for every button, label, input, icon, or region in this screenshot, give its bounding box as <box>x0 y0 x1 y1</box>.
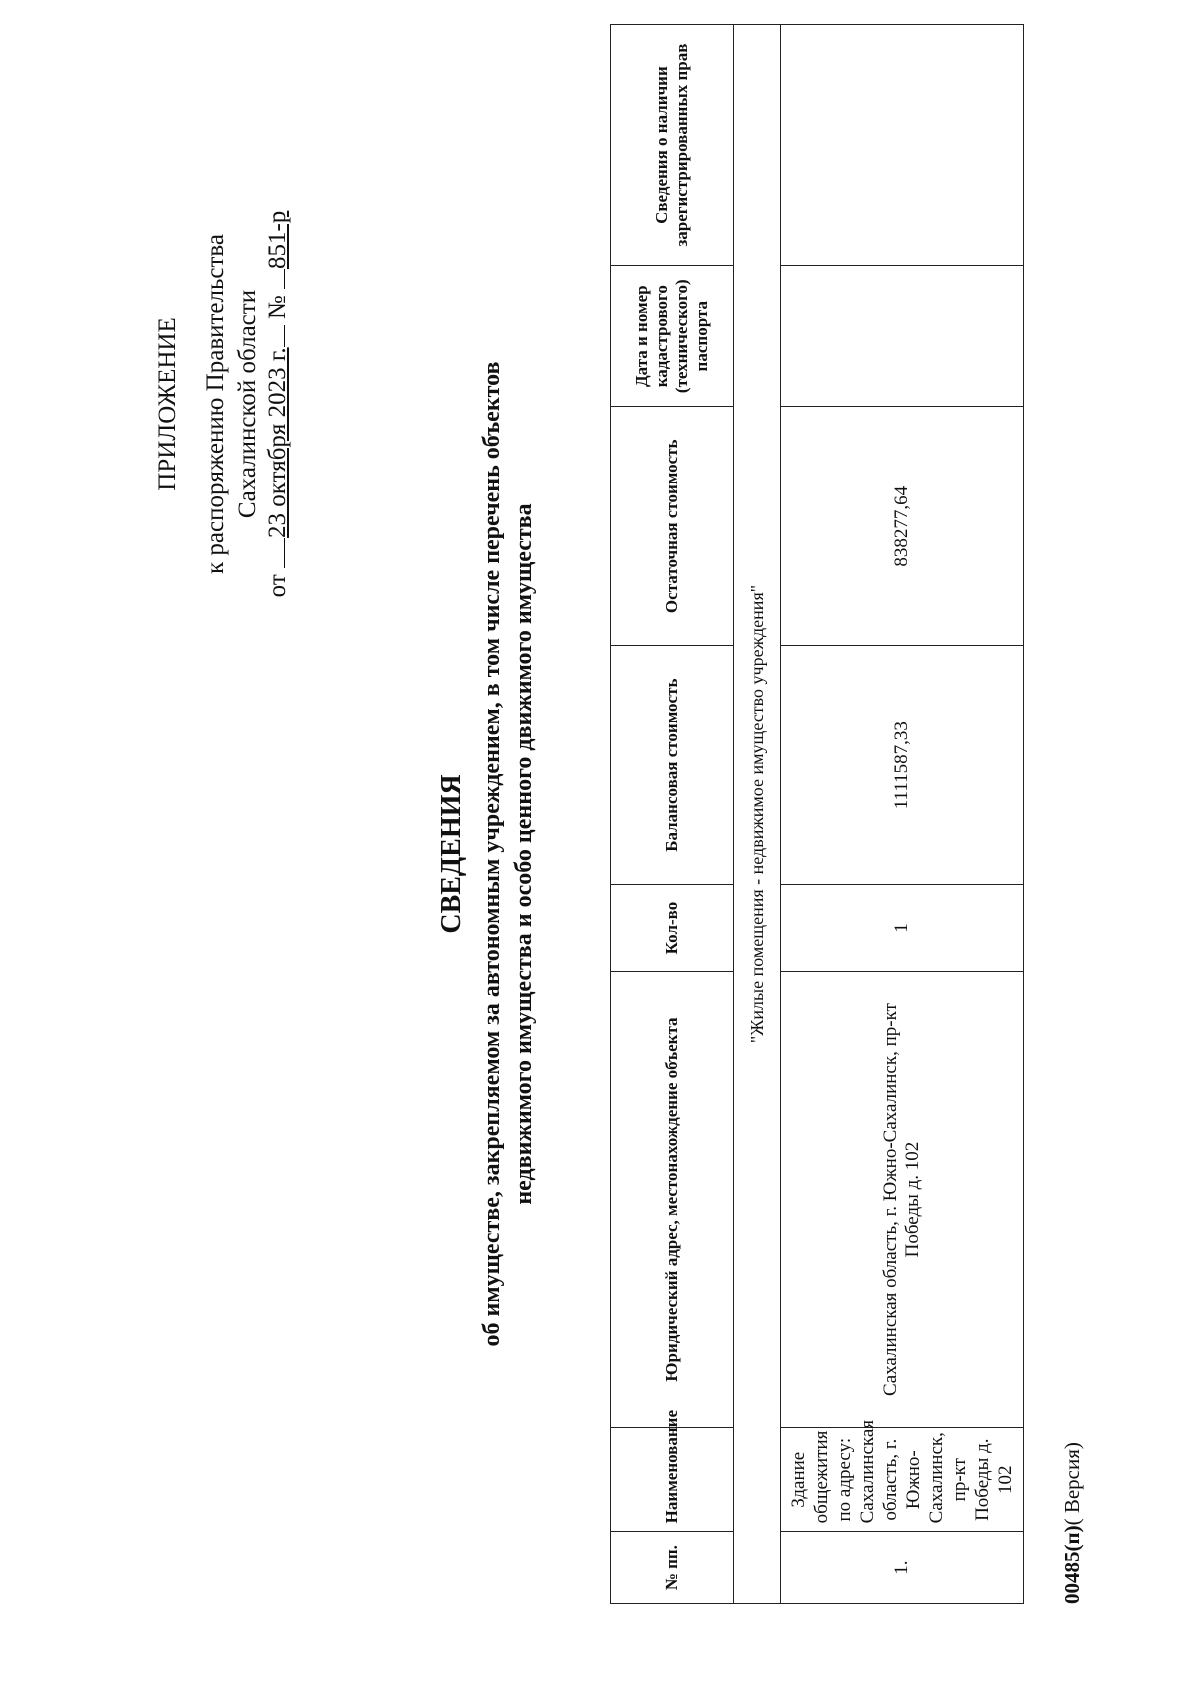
section-label: "Жилые помещения - недвижимое имущество учреждения" <box>734 25 781 1604</box>
appendix-date: 23 октября 2023 г. <box>264 347 291 538</box>
table-section-row <box>734 25 781 1604</box>
column-header-rights: Сведения о наличии зарегистрированных прав <box>611 25 734 266</box>
document-subtitle-line-2: недвижимого имущества и особо ценного движимого имущества <box>511 503 537 1205</box>
document-subtitle-line-1: об имуществе, закрепляемом за автономным учреждением, в том числе перечень объектов <box>479 361 505 1347</box>
footer-version: ( Версия) <box>1060 1442 1084 1526</box>
appendix-number-sign: № <box>264 295 291 320</box>
column-header-address: Юридический адрес, местонахождение объекта <box>611 971 734 1427</box>
cell-passport <box>781 266 1024 407</box>
cell-residual-value: 838277,64 <box>781 407 1024 646</box>
cell-number: 1. <box>781 1532 1024 1604</box>
appendix-date-prefix: от <box>264 574 291 598</box>
column-header-residual-value: Остаточная стоимость <box>611 407 734 646</box>
cell-balance-value: 1111587,33 <box>781 646 1024 885</box>
appendix-title: ПРИЛОЖЕНИЕ <box>154 317 181 491</box>
appendix-line-1: к распоряжению Правительства <box>202 234 229 575</box>
document-title: СВЕДЕНИЯ <box>436 774 467 934</box>
column-header-balance-value: Балансовая стоимость <box>611 646 734 885</box>
cell-quantity: 1 <box>781 885 1024 972</box>
column-header-number: № пп. <box>611 1532 734 1604</box>
cell-name: Здание общежития по адресу: Сахалинская область, г. Южно-Сахалинск, пр-кт Победы д. 102 <box>781 1428 1024 1532</box>
table-header-row <box>611 25 734 1604</box>
appendix-number: 851-р <box>264 210 291 270</box>
appendix-date-line <box>262 124 293 684</box>
appendix-line-2: Сахалинской области <box>234 289 261 519</box>
cell-address: Сахалинская область, г. Южно-Сахалинск, пр-кт Победы д. 102 <box>781 971 1024 1427</box>
column-header-quantity: Кол-во <box>611 885 734 972</box>
footer-code-number: 00485(п) <box>1060 1525 1084 1604</box>
document-subtitle <box>476 104 540 1604</box>
column-header-name: Наименование <box>611 1428 734 1532</box>
table-row <box>781 25 1024 1604</box>
column-header-passport: Дата и номер кадастрового (технического) паспорта <box>611 266 734 407</box>
footer-code <box>1060 1442 1085 1604</box>
property-table <box>610 24 1024 1604</box>
cell-rights <box>781 25 1024 266</box>
